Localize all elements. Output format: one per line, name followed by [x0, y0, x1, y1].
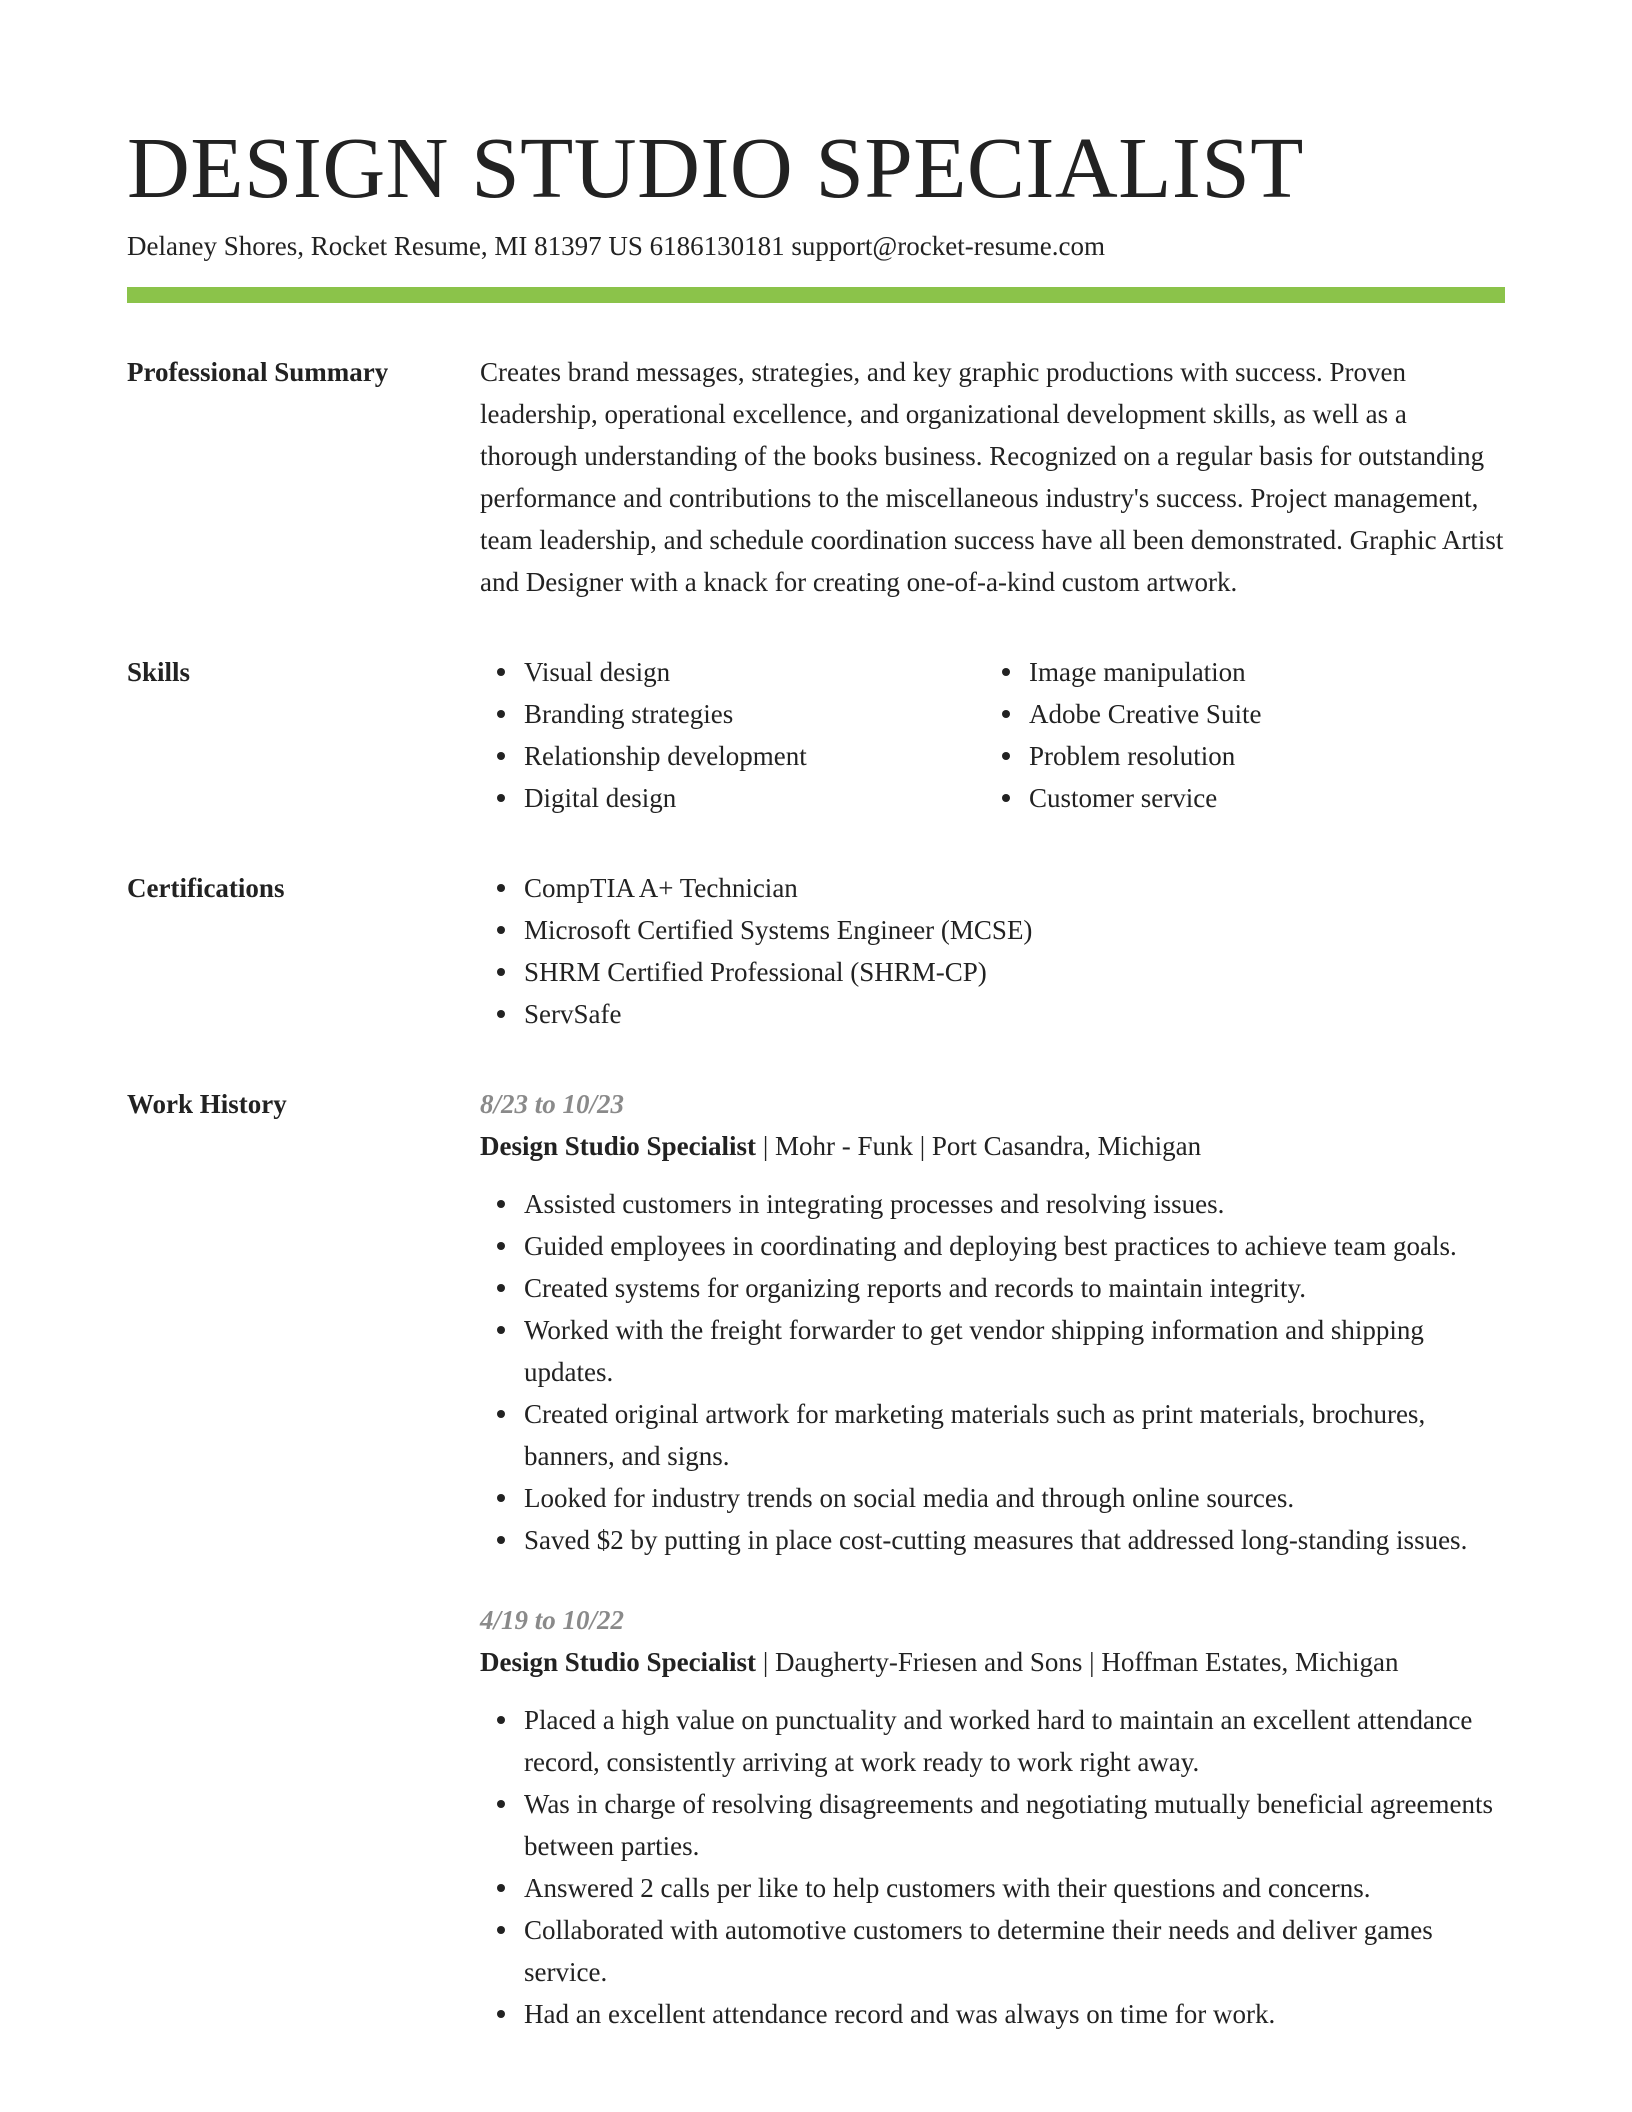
summary-heading: Professional Summary	[127, 357, 389, 387]
skill-item: Customer service	[985, 777, 1490, 819]
job-bullet: Saved $2 by putting in place cost-cutting measures that addressed long-standing issues.	[480, 1519, 1505, 1561]
work-history-body	[480, 1083, 1505, 2035]
skill-item: Relationship development	[480, 735, 985, 777]
skill-item: Adobe Creative Suite	[985, 693, 1490, 735]
certifications-body	[480, 867, 1505, 1035]
skill-item: Branding strategies	[480, 693, 985, 735]
job-bullet: Answered 2 calls per like to help customers with their questions and concerns.	[480, 1867, 1505, 1909]
work-history-section	[127, 1083, 1505, 2035]
job-dates: 4/19 to 10/22	[480, 1605, 625, 1635]
skills-heading: Skills	[127, 657, 191, 687]
resume-page	[127, 118, 1505, 2035]
job-details: | Mohr - Funk | Port Casandra, Michigan	[756, 1131, 1202, 1161]
skills-grid	[480, 651, 1505, 819]
skill-item: Problem resolution	[985, 735, 1490, 777]
job-bullet: Guided employees in coordinating and deploying best practices to achieve team goals.	[480, 1225, 1505, 1267]
job-bullet: Collaborated with automotive customers to determine their needs and deliver games service.	[480, 1909, 1505, 1993]
accent-rule	[127, 287, 1505, 303]
certification-item: Microsoft Certified Systems Engineer (MCSE)	[480, 909, 1505, 951]
job-entry	[480, 1599, 1505, 2035]
contact-line: Delaney Shores, Rocket Resume, MI 81397 US 6186130181 support@rocket-resume.com	[127, 231, 1105, 261]
job-bullets	[480, 1699, 1505, 2035]
skills-list-left	[480, 651, 985, 819]
summary-text: Creates brand messages, strategies, and key graphic productions with success. Proven leadership, operational excellence, and organizational development skills, as well as a thorough understanding of the books business. Recognized on a regular basis for outstanding performance and contributions to the miscellaneous industry's success. Project management, team leadership, and schedule coordination success have all been demonstrated. Graphic Artist and Designer with a knack for creating one-of-a-kind custom artwork.	[480, 357, 1504, 597]
work-history-heading: Work History	[127, 1089, 287, 1119]
certification-item: SHRM Certified Professional (SHRM-CP)	[480, 951, 1505, 993]
certification-item: ServSafe	[480, 993, 1505, 1035]
job-title: Design Studio Specialist	[480, 1647, 757, 1677]
certifications-section	[127, 867, 1505, 1035]
certifications-list	[480, 867, 1505, 1035]
job-bullet: Created systems for organizing reports and records to maintain integrity.	[480, 1267, 1505, 1309]
summary-section	[127, 351, 1505, 603]
job-dates: 8/23 to 10/23	[480, 1089, 625, 1119]
job-bullet: Created original artwork for marketing materials such as print materials, brochures, banners, and signs.	[480, 1393, 1505, 1477]
job-bullet: Placed a high value on punctuality and worked hard to maintain an excellent attendance record, consistently arriving at work ready to work right away.	[480, 1699, 1505, 1783]
job-heading	[480, 1125, 1505, 1167]
job-bullet: Assisted customers in integrating processes and resolving issues.	[480, 1183, 1505, 1225]
job-bullet: Was in charge of resolving disagreements and negotiating mutually beneficial agreements between parties.	[480, 1783, 1505, 1867]
job-title: Design Studio Specialist	[480, 1131, 757, 1161]
skills-list-right	[985, 651, 1490, 819]
certification-item: CompTIA A+ Technician	[480, 867, 1505, 909]
resume-name: DESIGN STUDIO SPECIALIST	[127, 119, 1304, 216]
job-bullets	[480, 1183, 1505, 1561]
skill-item: Digital design	[480, 777, 985, 819]
skills-section	[127, 651, 1505, 819]
job-heading	[480, 1641, 1505, 1683]
skill-item: Visual design	[480, 651, 985, 693]
job-bullet: Worked with the freight forwarder to get vendor shipping information and shipping updates.	[480, 1309, 1505, 1393]
skill-item: Image manipulation	[985, 651, 1490, 693]
certifications-heading: Certifications	[127, 873, 285, 903]
job-bullet: Looked for industry trends on social media and through online sources.	[480, 1477, 1505, 1519]
job-entry	[480, 1083, 1505, 1561]
job-bullet: Had an excellent attendance record and was always on time for work.	[480, 1993, 1505, 2035]
job-details: | Daugherty-Friesen and Sons | Hoffman Estates, Michigan	[756, 1647, 1399, 1677]
